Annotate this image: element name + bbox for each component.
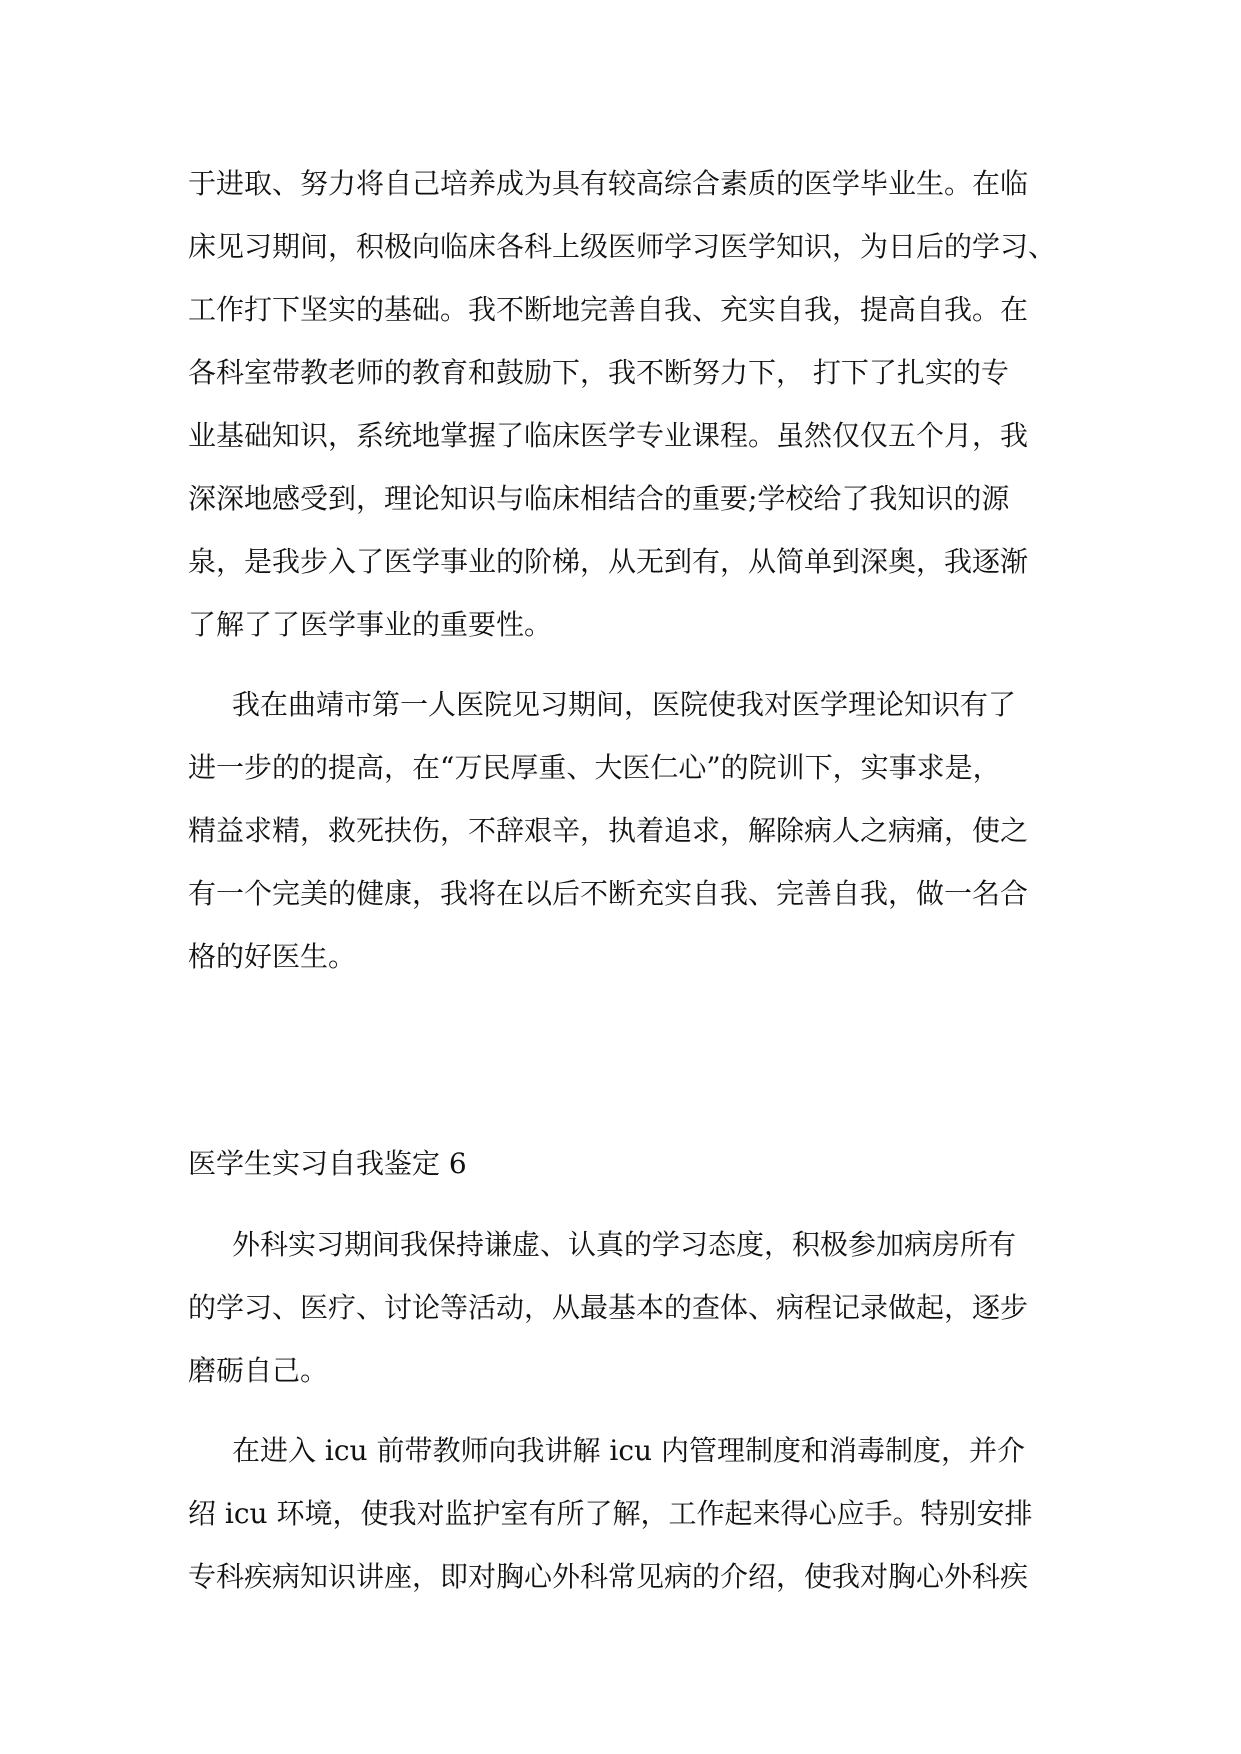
paragraph-line: 泉，是我步入了医学事业的阶梯，从无到有，从简单到深奥，我逐渐	[188, 545, 1029, 578]
paragraph-line: 床见习期间，积极向临床各科上级医师学习医学知识，为日后的学习、	[188, 230, 1057, 263]
paragraph-line: 格的好医生。	[188, 940, 357, 973]
section-heading: 医学生实习自我鉴定 6	[188, 1147, 467, 1180]
paragraph-line: 进一步的的提高，在“万民厚重、大医仁心”的院训下，实事求是，	[188, 751, 1001, 784]
paragraph-line: 专科疾病知识讲座，即对胸心外科常见病的介绍，使我对胸心外科疾	[188, 1560, 1029, 1593]
paragraph-line: 业基础知识，系统地掌握了临床医学专业课程。虽然仅仅五个月，我	[188, 419, 1029, 452]
paragraph-line: 有一个完美的健康，我将在以后不断充实自我、完善自我，做一名合	[188, 877, 1029, 910]
paragraph-line: 工作打下坚实的基础。我不断地完善自我、充实自我，提高自我。在	[188, 293, 1029, 326]
paragraph-line: 于进取、努力将自己培养成为具有较高综合素质的医学毕业生。在临	[188, 167, 1029, 200]
paragraph-line: 的学习、医疗、讨论等活动，从最基本的查体、病程记录做起，逐步	[188, 1291, 1029, 1324]
paragraph-line: 我在曲靖市第一人医院见习期间，医院使我对医学理论知识有了	[232, 688, 1017, 721]
paragraph-line: 了解了了医学事业的重要性。	[188, 608, 553, 641]
paragraph-line: 在进入 icu 前带教师向我讲解 icu 内管理制度和消毒制度，并介	[232, 1434, 1025, 1467]
paragraph-line: 深深地感受到，理论知识与临床相结合的重要;学校给了我知识的源	[188, 482, 1010, 515]
paragraph-line: 绍 icu 环境，使我对监护室有所了解，工作起来得心应手。特别安排	[188, 1497, 1033, 1530]
paragraph-line: 磨砺自己。	[188, 1354, 329, 1387]
paragraph-line: 外科实习期间我保持谦虚、认真的学习态度，积极参加病房所有	[232, 1228, 1017, 1261]
paragraph-line: 各科室带教老师的教育和鼓励下，我不断努力下， 打下了扎实的专	[188, 356, 1009, 389]
paragraph-line: 精益求精，救死扶伤，不辞艰辛，执着追求，解除病人之病痛，使之	[188, 814, 1029, 847]
